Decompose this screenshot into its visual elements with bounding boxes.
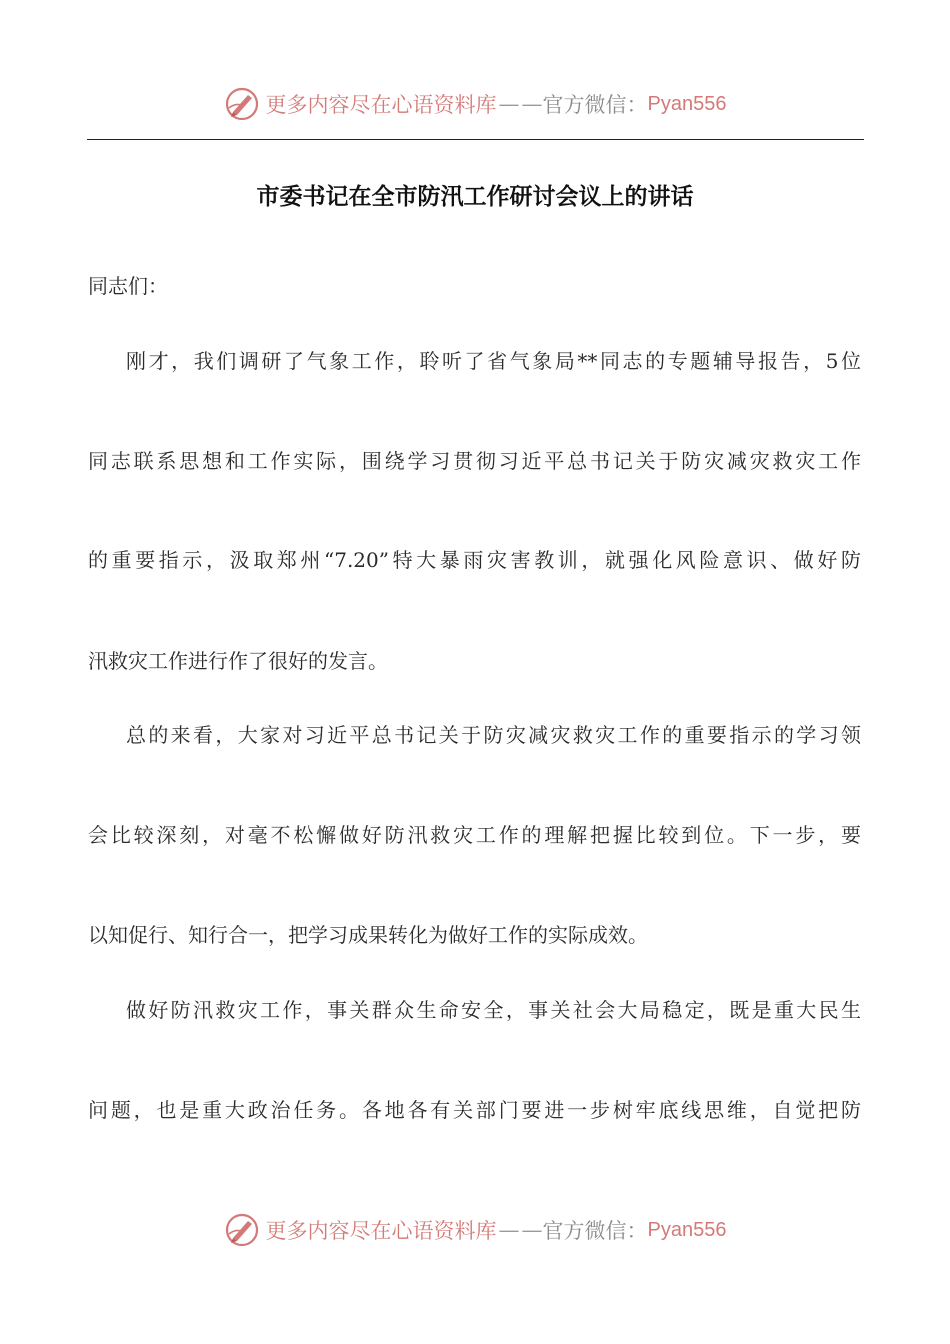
- banner-main-text: 更多内容尽在心语资料库: [265, 1219, 497, 1243]
- footer-banner: [0, 1208, 950, 1252]
- banner-wechat-id: Pyan556: [647, 1218, 727, 1241]
- banner-dash: —: [498, 92, 518, 116]
- banner-dash: —: [498, 1218, 518, 1242]
- banner-wechat-label: 官方微信：: [542, 93, 648, 117]
- body-line: 同志联系思想和工作实际，围绕学习贯彻习近平总书记关于防灾减灾救灾工作: [88, 449, 861, 473]
- pen-logo-icon: [224, 1212, 260, 1248]
- banner-dash: —: [521, 1218, 541, 1242]
- banner-main-text: 更多内容尽在心语资料库: [265, 93, 497, 117]
- body-line: 做好防汛救灾工作，事关群众生命安全，事关社会大局稳定，既是重大民生: [126, 998, 861, 1022]
- header-banner: [0, 82, 950, 126]
- salutation: 同志们：: [88, 274, 168, 298]
- body-line: 的重要指示，汲取郑州“7.20”特大暴雨灾害教训，就强化风险意识、做好防: [88, 548, 861, 572]
- document-title: 市委书记在全市防汛工作研讨会议上的讲话: [256, 184, 694, 210]
- body-line: 问题，也是重大政治任务。各地各有关部门要进一步树牢底线思维，自觉把防: [88, 1098, 861, 1122]
- banner-dash: —: [521, 92, 541, 116]
- banner-wechat-id: Pyan556: [647, 92, 727, 115]
- body-line: 刚才，我们调研了气象工作，聆听了省气象局**同志的专题辅导报告，5位: [126, 349, 861, 373]
- header-divider: [87, 139, 864, 140]
- body-line: 以知促行、知行合一，把学习成果转化为做好工作的实际成效。: [88, 923, 648, 947]
- body-line: 总的来看，大家对习近平总书记关于防灾减灾救灾工作的重要指示的学习领: [126, 723, 861, 747]
- pen-logo-icon: [224, 86, 260, 122]
- body-line: 会比较深刻，对毫不松懈做好防汛救灾工作的理解把握比较到位。下一步，要: [88, 823, 861, 847]
- body-line: 汛救灾工作进行作了很好的发言。: [88, 649, 388, 673]
- banner-wechat-label: 官方微信：: [542, 1219, 648, 1243]
